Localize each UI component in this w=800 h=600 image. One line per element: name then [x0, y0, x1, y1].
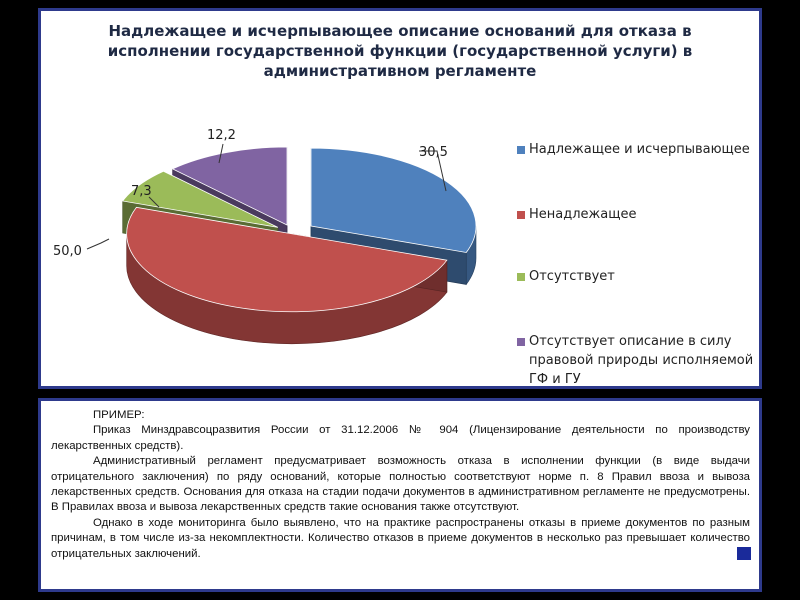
legend-label-2: Ненадлежащее	[529, 207, 637, 222]
example-paragraph: Административный регламент предусматривает возможность отказа в исполнении функции (в виде выдачи отрицательного заключения) по ряду оснований, которые полностью соответствуют норме п. 8 Правил ввоза и вывоза лекарственных средств. Основания для отказа на стадии подачи документов в административном регламенте не предусмотрены. В Правилах ввоза и вывоза лекарственных средств такие основания также отсутствуют.	[51, 455, 750, 514]
pie-chart	[41, 11, 759, 386]
legend-swatch-2	[517, 211, 525, 219]
example-text-panel	[38, 398, 762, 592]
legend-swatch-4	[517, 338, 525, 346]
legend-label-1: Надлежащее и исчерпывающее	[529, 142, 750, 157]
example-paragraph: Однако в ходе мониторинга было выявлено, что на практике распространены отказы в приеме документов по разным причинам, в том числе из-за некомплектности. Количество отказов в приеме документов в несколько раз превышает количество отрицательных заключений.	[51, 516, 750, 560]
data-label-2: 50,0	[53, 244, 82, 259]
chart-title: Надлежащее и исчерпывающее описание оснований для отказа в исполнении государственной функции (государственной услуги) в административном регламенте	[107, 22, 693, 80]
data-label-4: 12,2	[207, 128, 236, 143]
example-heading: ПРИМЕР:	[93, 409, 145, 421]
legend-swatch-1	[517, 146, 525, 154]
example-paragraph: Приказ Минздравсоцразвития России от 31.12.2006 № 904 (Лицензирование деятельности по производству лекарственных средств).	[51, 424, 750, 452]
data-label-3: 7,3	[131, 184, 152, 199]
chart-panel	[38, 8, 762, 389]
data-label-1: 30,5	[419, 145, 448, 160]
legend-label-4: Отсутствует описание в силу правовой природы исполняемой ГФ и ГУ	[529, 334, 754, 387]
slide-accent-mark	[737, 547, 751, 560]
legend-swatch-3	[517, 273, 525, 281]
legend-label-3: Отсутствует	[529, 269, 615, 284]
data-label-leader-2	[87, 239, 109, 249]
